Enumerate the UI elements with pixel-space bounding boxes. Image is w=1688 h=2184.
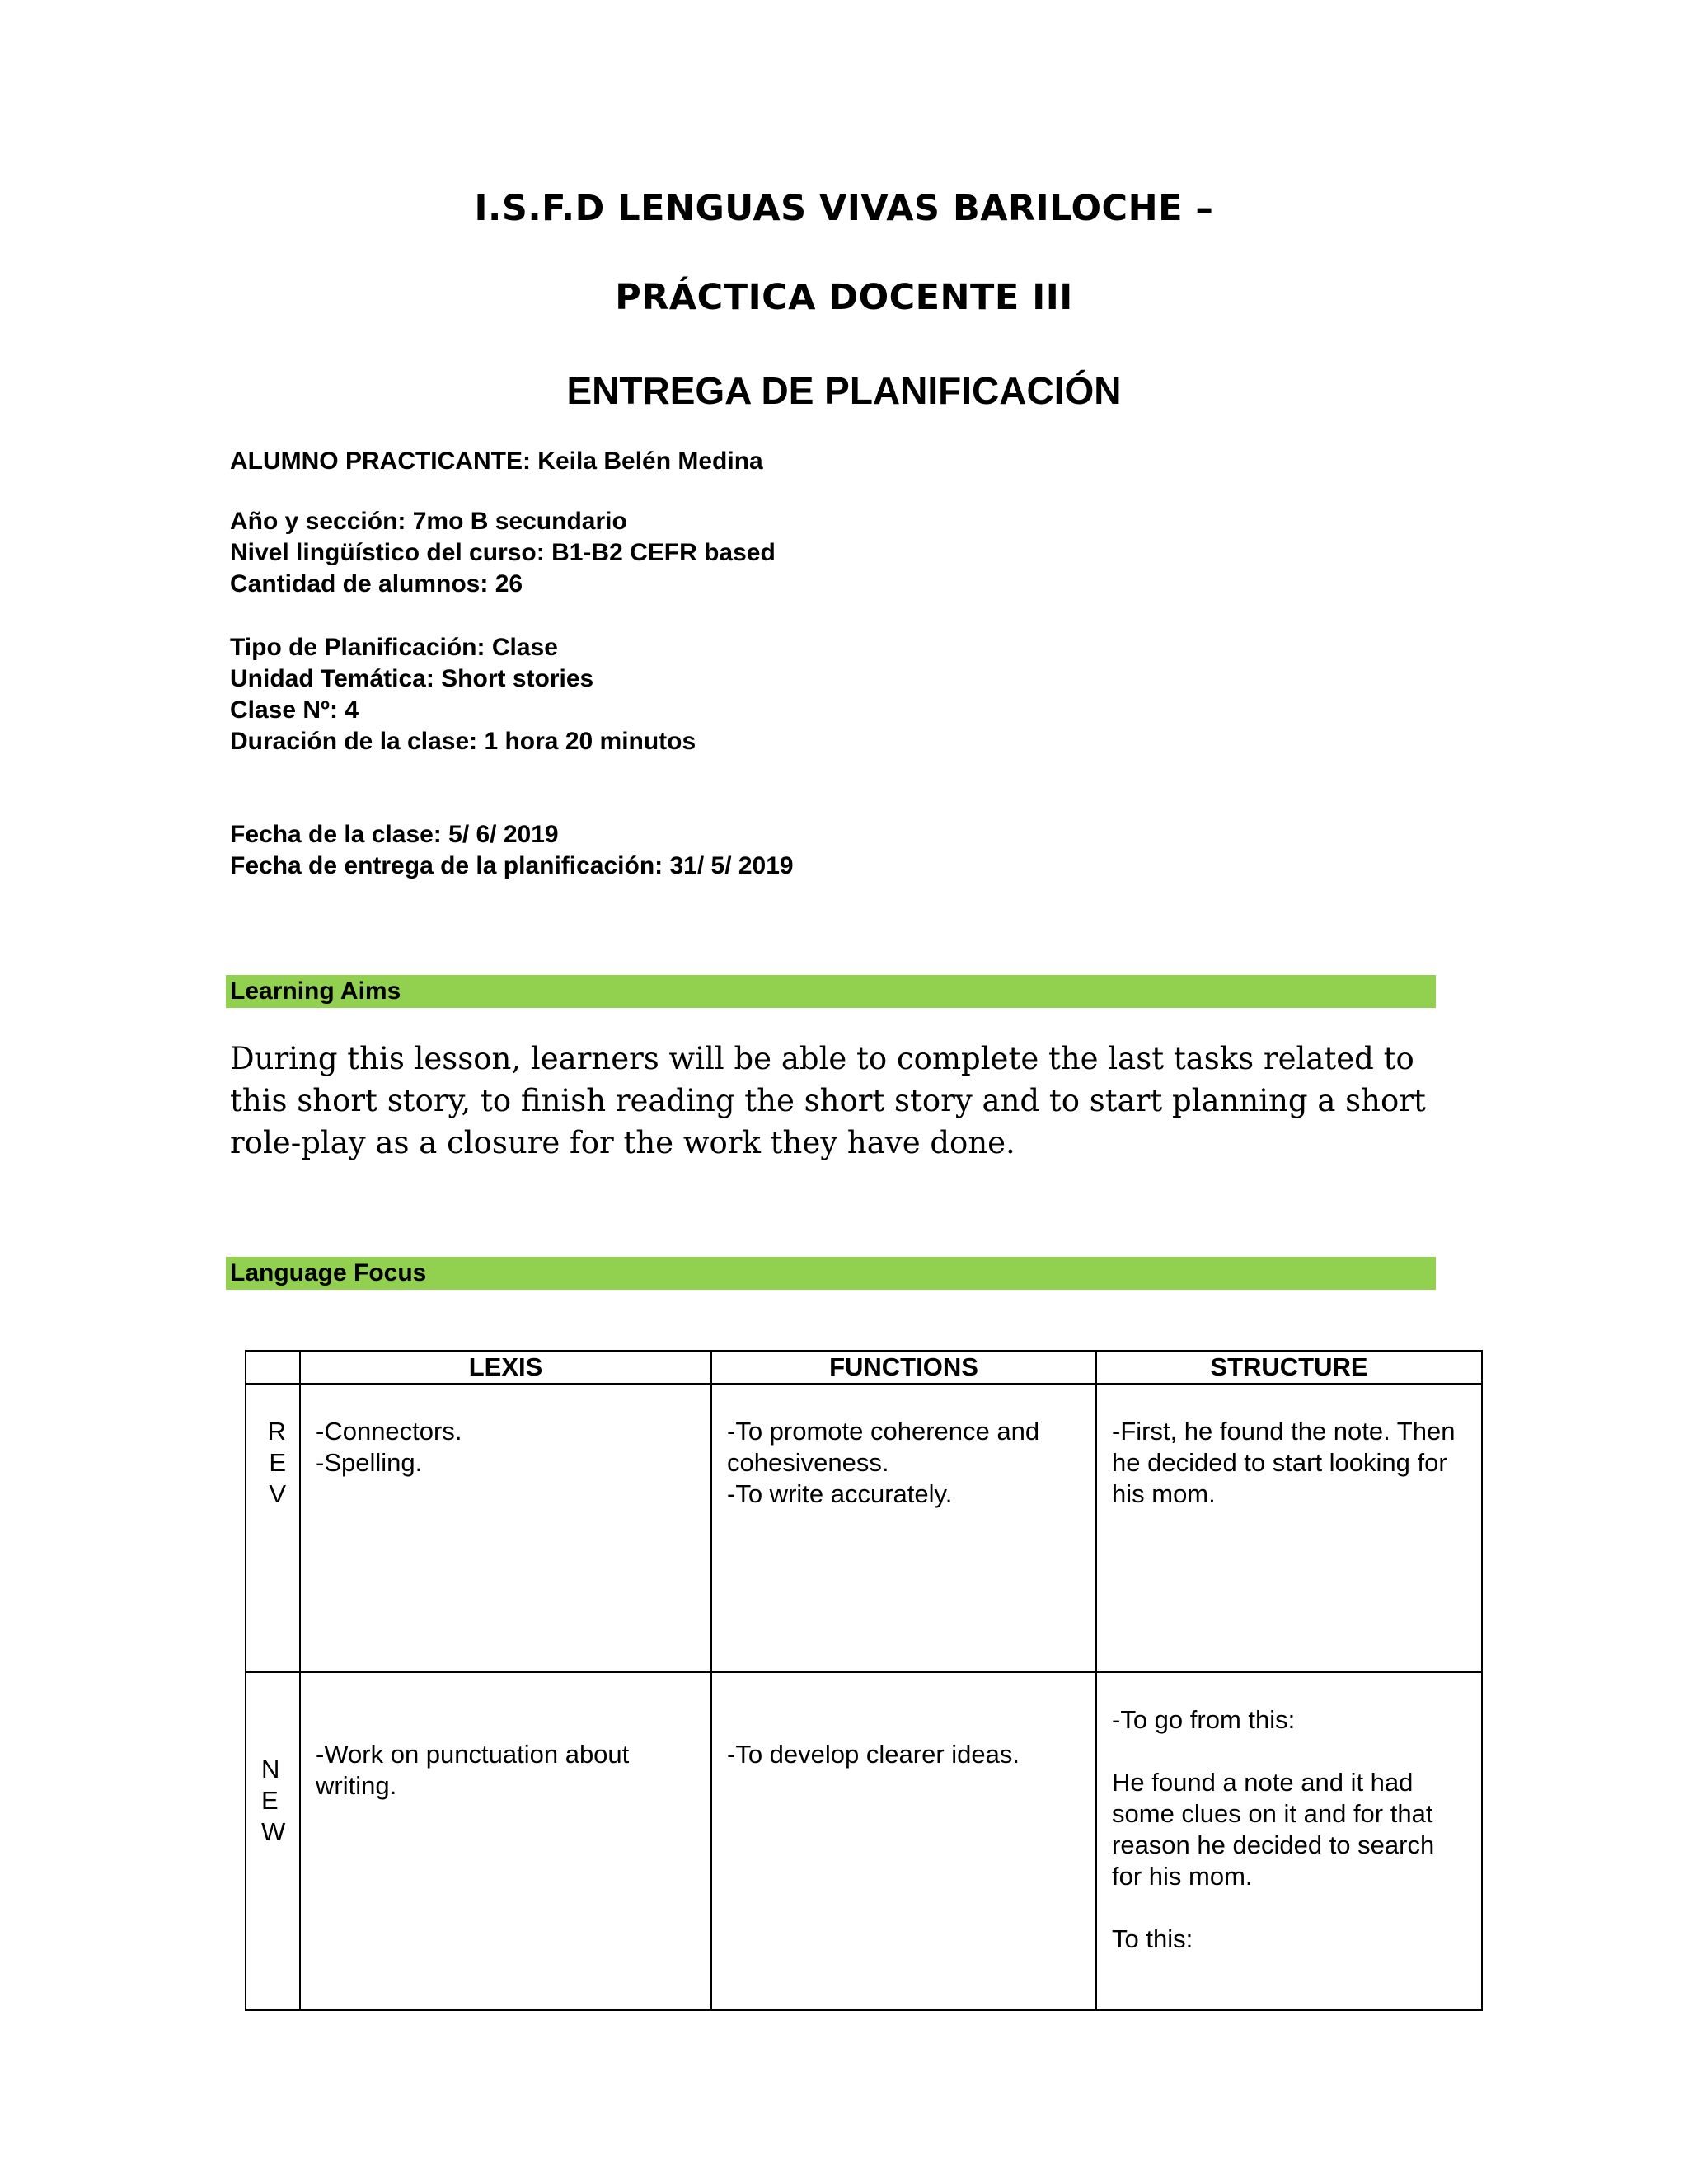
- class-number: Clase Nº: 4: [230, 696, 359, 724]
- language-level: Nivel lingüístico del curso: B1-B2 CEFR based: [230, 539, 776, 566]
- student-name: ALUMNO PRACTICANTE: Keila Belén Medina: [230, 448, 763, 475]
- row-label-rev: R E V: [246, 1384, 300, 1672]
- thematic-unit: Unidad Temática: Short stories: [230, 665, 594, 692]
- delivery-date: Fecha de entrega de la planificación: 31/ 5/ 2019: [230, 852, 794, 879]
- year-section: Año y sección: 7mo B secundario: [230, 508, 627, 535]
- info-plan: [230, 632, 696, 757]
- rev-structure: -First, he found the note. Then he decided to start looking for his mom.: [1096, 1384, 1482, 1672]
- institution-title: I.S.F.D LENGUAS VIVAS BARILOCHE –: [474, 188, 1214, 229]
- plan-type: Tipo de Planificación: Clase: [230, 634, 558, 661]
- info-student: [230, 446, 763, 477]
- info-course: [230, 506, 776, 600]
- info-dates: [230, 819, 794, 882]
- header-structure: STRUCTURE: [1096, 1351, 1482, 1384]
- row-label-new: N E W: [246, 1672, 300, 2010]
- corner-cell: [246, 1351, 300, 1384]
- table-header-row: [246, 1351, 1482, 1384]
- header-lexis: LEXIS: [300, 1351, 711, 1384]
- header-functions: FUNCTIONS: [711, 1351, 1096, 1384]
- new-structure: -To go from this: He found a note and it had some clues on it and for that reason he decided to search for his mom. To this:: [1096, 1672, 1482, 2010]
- student-count: Cantidad de alumnos: 26: [230, 570, 523, 598]
- table-row-rev: [246, 1384, 1482, 1672]
- document-title: ENTREGA DE PLANIFICACIÓN: [566, 369, 1122, 412]
- language-focus-table: [245, 1350, 1483, 2011]
- language-focus-heading: Language Focus: [226, 1257, 1436, 1290]
- class-duration: Duración de la clase: 1 hora 20 minutos: [230, 728, 696, 755]
- new-lexis: -Work on punctuation about writing.: [300, 1672, 711, 2010]
- course-title: PRÁCTICA DOCENTE III: [615, 277, 1073, 318]
- learning-aims-text: During this lesson, learners will be able to complete the last tasks related to this short story, to finish reading the short story and to start planning a short role-play as a closure for the work they have done.: [230, 1041, 1426, 1160]
- learning-aims-heading: Learning Aims: [226, 975, 1436, 1008]
- rev-functions: -To promote coherence and cohesiveness. -To write accurately.: [711, 1384, 1096, 1672]
- class-date: Fecha de la clase: 5/ 6/ 2019: [230, 821, 559, 848]
- rev-lexis: -Connectors. -Spelling.: [300, 1384, 711, 1672]
- table-row-new: [246, 1672, 1482, 2010]
- new-functions: -To develop clearer ideas.: [711, 1672, 1096, 2010]
